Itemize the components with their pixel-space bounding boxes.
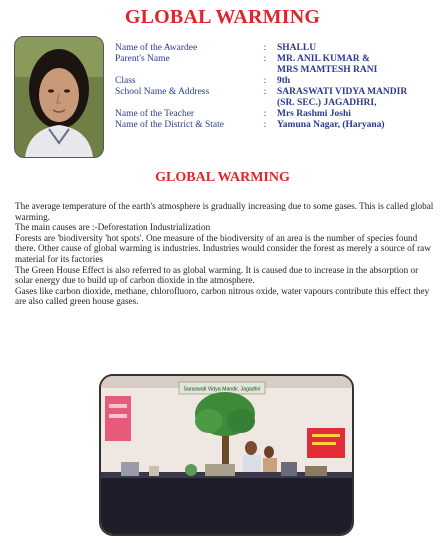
info-separator: : (263, 109, 267, 119)
info-value (277, 76, 435, 87)
body-text (15, 201, 435, 307)
body-paragraph: The Green House Effect is also referred to as global warming. It is caused due to increase in the absorption or solar energy due to build up of carbon dioxide in the atmosphere. (15, 264, 419, 286)
info-value-line: SARASWATI VIDYA MANDIR (277, 87, 408, 97)
info-value-line: MRS MAMTESH RANI (277, 65, 378, 75)
awardee-info (115, 43, 435, 131)
info-row-parents (115, 54, 435, 76)
page-title: GLOBAL WARMING (124, 6, 321, 28)
info-row-class (115, 76, 435, 87)
info-row-district (115, 120, 435, 131)
exhibit-photo-image (101, 376, 352, 534)
info-value-line: 9th (277, 76, 291, 86)
exhibit-banner-text: Saraswati Vidya Mandir, Jagadhri (183, 386, 261, 393)
info-label: School Name & Address (115, 87, 210, 97)
body-paragraph: The main causes are :-Deforestation Industrialization (15, 222, 211, 233)
info-label: Parent's Name (115, 54, 170, 64)
info-value-line: MR. ANIL KUMAR & (277, 54, 370, 64)
info-row-teacher (115, 109, 435, 120)
body-paragraph: Forests are 'biodiversity 'hot spots'. One measure of the biodiversity of an area is the number of species found there. Other cause of global warming is industries. Industries would consider the forest as merely a source of raw material for its factories (15, 232, 431, 264)
info-row-awardee (115, 43, 435, 54)
awardee-portrait-image (15, 37, 103, 157)
info-label: Class (115, 76, 136, 86)
info-row-school (115, 87, 435, 109)
awardee-photo (14, 36, 104, 158)
body-paragraph: The average temperature of the earth's atmosphere is gradually increasing due to some gases. This is called global warming. (15, 201, 434, 222)
exhibit-photo (99, 374, 354, 536)
info-value (277, 54, 435, 76)
section-heading: GLOBAL WARMING (155, 170, 290, 185)
info-value-line: Mrs Rashmi Joshi (277, 109, 351, 119)
info-separator: : (263, 43, 267, 53)
body-paragraph: Gases like carbon dioxide, methane, chlorofluoro, carbon nitrous oxide, water vapours contribute this effect they are also called green house gases. (15, 285, 430, 307)
info-value-line: Yamuna Nagar, (Haryana) (277, 120, 385, 130)
info-value (277, 43, 435, 54)
info-value-line: SHALLU (277, 43, 317, 53)
info-value (277, 120, 435, 131)
info-separator: : (263, 76, 267, 86)
info-separator: : (263, 87, 267, 97)
info-value-line: (SR. SEC.) JAGADHRI, (277, 98, 377, 108)
info-label: Name of the Awardee (115, 43, 198, 53)
info-label: Name of the District & State (115, 120, 224, 130)
info-separator: : (263, 120, 267, 130)
info-label: Name of the Teacher (115, 109, 195, 119)
info-value (277, 87, 435, 109)
info-value (277, 109, 435, 120)
info-separator: : (263, 54, 267, 64)
